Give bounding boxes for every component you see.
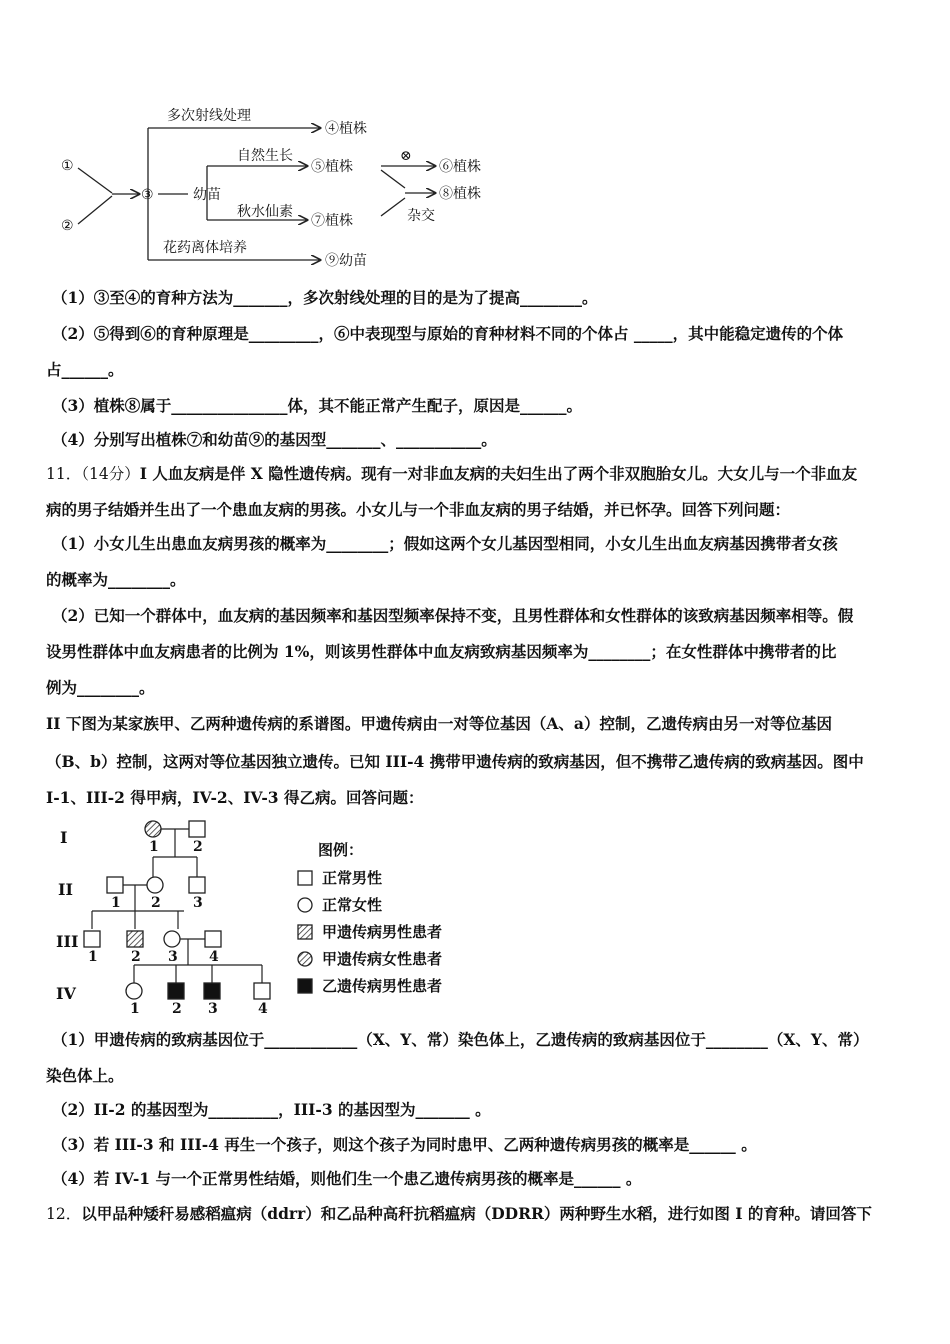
pedigree-II-2 [147, 877, 163, 893]
q10-line-5: （4）分别写出植株⑦和幼苗⑨的基因型_______、___________。 [52, 430, 497, 449]
pedigree-II-3 [189, 877, 205, 893]
q11-line-9: I-1、III-2 得甲病，IV-2、IV-3 得乙病。回答问题： [46, 788, 424, 807]
label-III-4: 4 [209, 949, 219, 965]
q11-line-3: 的概率为________。 [46, 570, 186, 589]
q11b-line-1: （1）甲遗传病的致病基因位于____________（X、Y、常）染色体上，乙遗传病的致病基因位于________（X、Y、常） [52, 1030, 869, 1049]
diagram-multi-ray: 多次射线处理 [167, 108, 251, 124]
label-III-2: 2 [131, 949, 141, 965]
diagram-node-1: ① [61, 158, 74, 174]
q12-number: 12． [46, 1205, 82, 1223]
pedigree-IV-1 [126, 983, 142, 999]
q11-line-8: （B、b）控制，这两对等位基因独立遗传。已知 III-4 携带甲遗传病的致病基因，但不携带乙遗传病的致病基因。图中 [46, 752, 864, 771]
diagram-plant-6: ⑥植株 [439, 159, 481, 175]
diagram-node-3: ③ [141, 187, 154, 203]
q11b-line-5: （4）若 IV-1 与一个正常男性结婚，则他们生一个患乙遗传病男孩的概率是______ 。 [52, 1169, 642, 1188]
legend-title: 图例： [318, 841, 364, 859]
diagram-cross: 杂交 [407, 208, 435, 224]
pedigree-III-4 [205, 931, 221, 947]
legend-circle-icon [298, 898, 312, 912]
diagram-colchicine: 秋水仙素 [237, 204, 293, 220]
label-I-1: 1 [149, 839, 159, 855]
pedigree-III-3 [164, 931, 180, 947]
diagram-natural: 自然生长 [237, 148, 293, 164]
label-IV-1: 1 [130, 1001, 140, 1015]
diagram-plant-4: ④植株 [325, 121, 367, 137]
pedigree-III-1 [84, 931, 100, 947]
q10-line-3: 占______。 [46, 360, 124, 379]
label-IV-2: 2 [172, 1001, 182, 1015]
gen-label-3: III [56, 932, 79, 951]
q11-line-5: 设男性群体中血友病患者的比例为 1%，则该男性群体中血友病致病基因频率为________；在女性群体中携带者的比 [46, 642, 837, 661]
diagram-node-2: ② [61, 218, 74, 234]
legend-jia-male: 甲遗传病男性患者 [322, 923, 443, 941]
legend-normal-female: 正常女性 [322, 896, 383, 914]
q11-line-4: （2）已知一个群体中，血友病的基因频率和基因型频率保持不变，且男性群体和女性群体的该致病基因频率相等。假 [52, 606, 854, 625]
q12-text: 以甲品种矮秆易感稻瘟病（ddrr）和乙品种高秆抗稻瘟病（DDRR）两种野生水稻，进行如图 I 的育种。请回答下 [81, 1204, 872, 1223]
legend-jia-female: 甲遗传病女性患者 [322, 950, 443, 968]
legend-black-square-icon [298, 979, 312, 993]
q11b-line-2: 染色体上。 [46, 1066, 124, 1085]
legend-hatched-circle-icon [298, 952, 312, 966]
q11b-line-3: （2）II-2 的基因型为_________，III-3 的基因型为_______ 。 [52, 1100, 491, 1119]
pedigree-IV-4 [254, 983, 270, 999]
pedigree-I-1 [145, 821, 161, 837]
label-II-2: 2 [151, 895, 161, 911]
pedigree-II-1 [107, 877, 123, 893]
q11-intro-text: I 人血友病是伴 X 隐性遗传病。现有一对非血友病的夫妇生出了两个非双胞胎女儿。大女儿与一个非血友 [139, 464, 858, 483]
q11-line-6: 例为________。 [46, 678, 155, 697]
label-III-1: 1 [88, 949, 98, 965]
pedigree-I-2 [189, 821, 205, 837]
q10-line-4: （3）植株⑧属于_______________体，其不能正常产生配子，原因是______。 [52, 396, 583, 415]
diagram-plant-8: ⑧植株 [439, 186, 481, 202]
breeding-diagram [55, 100, 575, 270]
pedigree-III-2 [127, 931, 143, 947]
gen-label-1: I [60, 828, 68, 847]
q12-line [46, 1202, 872, 1224]
label-II-3: 3 [193, 895, 203, 911]
q11b-line-4: （3）若 III-3 和 III-4 再生一个孩子，则这个孩子为同时患甲、乙两种遗传病男孩的概率是______ 。 [52, 1135, 757, 1154]
q10-line-2: （2）⑤得到⑥的育种原理是_________，⑥中表现型与原始的育种材料不同的个体占 _____，其中能稳定遗传的个体 [52, 324, 844, 343]
diagram-plant-5: ⑤植株 [311, 159, 353, 175]
legend-square-icon [298, 871, 312, 885]
diagram-seedling: 幼苗 [193, 187, 221, 203]
gen-label-4: IV [56, 984, 76, 1003]
pedigree-IV-3 [204, 983, 220, 999]
gen-label-2: II [58, 880, 73, 899]
q11-line-1: 病的男子结婚并生出了一个患血友病的男孩。小女儿与一个非血友病的男子结婚，并已怀孕。回答下列问题： [46, 500, 791, 519]
legend-normal-male: 正常男性 [322, 869, 383, 887]
q10-line-1: （1）③至④的育种方法为_______，多次射线处理的目的是为了提高________。 [52, 288, 598, 307]
pedigree-IV-2 [168, 983, 184, 999]
label-II-1: 1 [111, 895, 121, 911]
label-I-2: 2 [193, 839, 203, 855]
label-III-3: 3 [168, 949, 178, 965]
pedigree-chart [50, 815, 490, 1015]
diagram-plant-7: ⑦植株 [311, 213, 353, 229]
q11-line-2: （1）小女儿生出患血友病男孩的概率为________；假如这两个女儿基因型相同，小女儿生出血友病基因携带者女孩 [52, 534, 838, 553]
label-IV-4: 4 [258, 1001, 268, 1015]
label-IV-3: 3 [208, 1001, 218, 1015]
diagram-selfing: ⊗ [400, 148, 412, 164]
q11-intro [46, 462, 857, 484]
diagram-seedling-9: ⑨幼苗 [325, 253, 367, 269]
q11-number: 11．（14分） [46, 465, 140, 483]
q11-line-7: II 下图为某家族甲、乙两种遗传病的系谱图。甲遗传病由一对等位基因（A、a）控制，乙遗传病由另一对等位基因 [46, 714, 832, 733]
legend-hatched-square-icon [298, 925, 312, 939]
legend-yi-male: 乙遗传病男性患者 [322, 977, 443, 995]
diagram-anther: 花药离体培养 [163, 240, 247, 256]
